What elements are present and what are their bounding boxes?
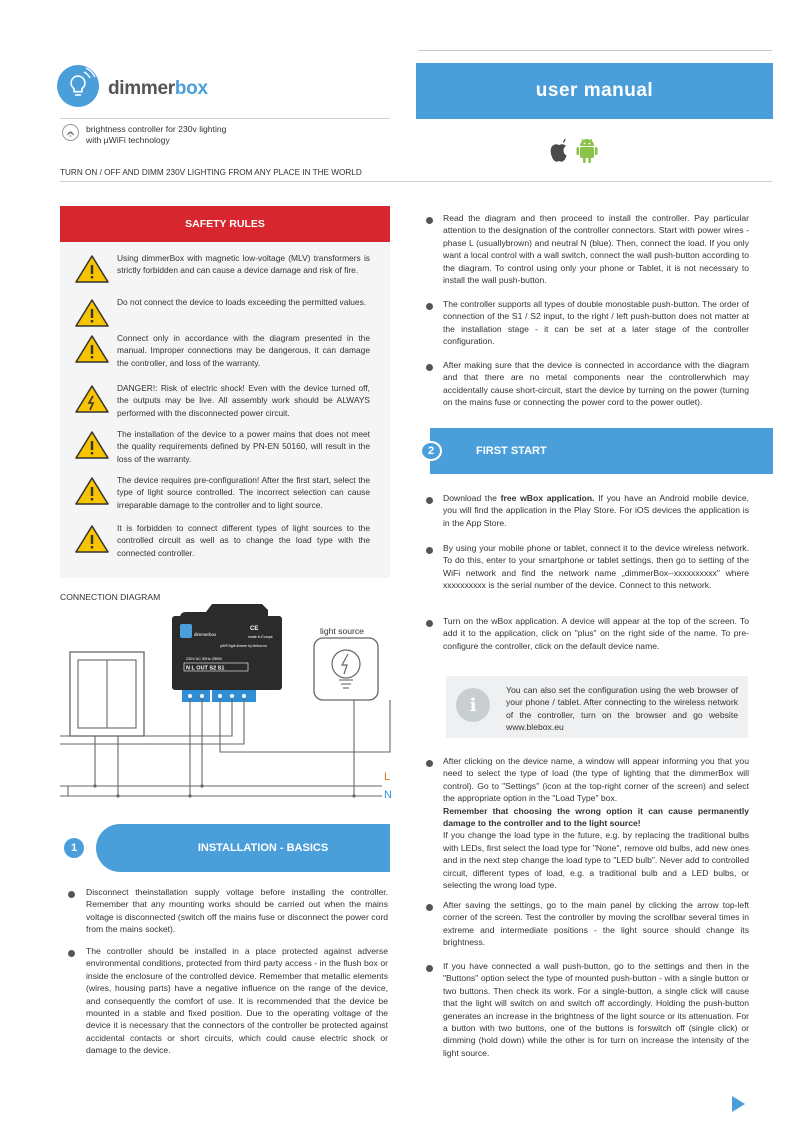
first-start-item-6: If you have connected a wall push-button, go to the settings and then in the "Buttons" option select the type of mounted push-button - with a single button or two buttons. Then check its work. For a single-button, a single click will cause that the light will switch on and switch off accordingly. Holding the push-button generates an increase in the brightness of the light source or its attenuation. For a button with two buttons, one of the buttons is forswitch off (single click) or dimming (hold down) while the other is for turn on increase the intensity of the light source. [443, 961, 749, 1058]
next-page-arrow-icon[interactable] [732, 1096, 745, 1112]
installation-number: 1 [70, 842, 78, 854]
manual-title-band [416, 63, 773, 119]
installation-header [60, 824, 390, 872]
dimmerbox-device [172, 604, 282, 702]
warning-icon [74, 524, 110, 554]
line-label: L [384, 771, 391, 783]
brand-suffix: box [174, 78, 208, 99]
tagline-line2: with µWiFi technology [86, 135, 170, 146]
bullet-icon [426, 547, 433, 554]
first-start-item-1-bold: free wBox application. [500, 493, 595, 503]
bullet-icon [426, 620, 433, 627]
bullet-icon [426, 965, 433, 972]
installation-number-badge [64, 838, 84, 858]
connection-diagram [60, 600, 400, 810]
brand-prefix: dimmer [108, 78, 175, 99]
right-item-1: Read the diagram and then proceed to install the controller. Pay particular attention to the designation of the controller connectors. Start with power wires - phase L (usuallybrown) and neutral N (blue). Then, connect the load. If you only want a local control with a wall switch, connect the wall push-button according to the diagram. To control using only your phone or Tablet, it is not necessary to install the wall push-button. [443, 213, 749, 286]
safety-title: SAFETY RULES [185, 218, 265, 230]
first-start-item-4 [443, 755, 749, 891]
installation-item-1: Disconnect theinstallation supply voltage before installing the controller. Remember that any mounting works should be carried out when the mains voltage is disconnected (switch off the mains fuse or disconnect the power cord from the mains socket). [86, 887, 388, 935]
first-start-item-1 [443, 492, 749, 529]
wall-switch [70, 652, 144, 736]
warning-icon [74, 254, 110, 284]
first-start-item-4-post: If you change the load type in the future, e.g. by replacing the traditional bulbs with LEDs, first select the load type for "None", remove old bulbs, add new ones and in the next step change the load type to "LED bulb". Never add to controlled circuit, different types of load, e.g. a traditional bulb and a LED bulbs, or selecting the wrong load type. [443, 830, 749, 891]
wifi-badge-icon [62, 124, 79, 141]
diagram-title: CONNECTION DIAGRAM [60, 592, 161, 602]
tagline [86, 124, 226, 147]
first-start-item-4-pre: After clicking on the device name, a window will appear informing you that you need to select the type of load (the type of lighting that the dimmerBox will control). Go to "Settings" (icon at the top-right corner of the screen) and select the appropriate option in the "Load Type" box. [443, 756, 749, 804]
first-start-item-4-bold: Remember that choosing the wrong option it can cause permanently damage to the controller and to the light source! [443, 805, 749, 829]
manual-title: user manual [535, 80, 654, 101]
first-start-item-1-post: If you have an Android mobile device, you will find the application in the Play Store. For iOS devices the application is in the App Store. [443, 493, 750, 528]
safety-rule-2: Do not connect the device to loads exceeding the permitted values. [117, 297, 367, 307]
bullet-icon [68, 891, 75, 898]
light-source-label: light source [320, 626, 364, 636]
android-icon [576, 136, 598, 164]
light-source [314, 638, 378, 700]
diagram-device-rating: 230V AC 50Hz 250W [186, 657, 222, 661]
first-start-item-1-pre: Download the [443, 493, 501, 503]
bullet-icon [68, 950, 75, 957]
info-box [446, 676, 748, 738]
apple-icon [548, 138, 570, 164]
first-start-title: FIRST START [476, 445, 547, 457]
bullet-icon [426, 364, 433, 371]
first-start-header [418, 428, 773, 474]
first-start-band [427, 428, 773, 474]
diagram-device-name: dimmerbox [194, 632, 217, 637]
first-start-number: 2 [427, 445, 435, 457]
safety-rule-5: The installation of the device to a power mains that does not meet the quality requirements defined by PN-EN 50160, will result in the loss of the warranty. [117, 429, 370, 464]
first-start-item-3: Turn on the wBox application. A device will appear at the top of the screen. To add it to the application, click on "plus" on the right side of the name. To pre-configure the controller, click on the default device name. [443, 616, 749, 651]
first-start-item-2: By using your mobile phone or tablet, connect it to the device wireless network. To do this, enter to your smartphone or tablet settings, then go to setting of the WiFi network and find the network name „dimmerBox--xxxxxxxxxx" where xxxxxxxxxx is the serial number of the device. Connect to this network. [443, 543, 749, 591]
neutral-label: N [384, 789, 392, 801]
diagram-device-sub: µWiFi light dimmer by blebox.eu [220, 644, 267, 648]
bulb-logo-icon [56, 64, 100, 108]
diagram-made-in: made in Europe [248, 635, 273, 639]
first-start-item-5: After saving the settings, go to the main panel by clicking the arrow top-left corner of the screen. Test the controller by moving the scrollbar several times in extreme and intermediate positions - the light source should change its brightness. [443, 900, 749, 948]
safety-rule-4: DANGER!: Risk of electric shock! Even with the device turned off, the outputs may be live. All assembly work should be ALWAYS performed with the disconnected power circuit. [117, 383, 370, 418]
brand-name [108, 78, 208, 100]
right-item-3: After making sure that the device is connected in accordance with the diagram and that there are no metal components near the controllerwhich may accidentally cause short-circuit, start the device by turning on the power (turning on the mains fuse or connecting the power cord to the power outlet). [443, 360, 749, 408]
tagline-line1: brightness controller for 230v lighting [86, 124, 227, 134]
right-item-2: The controller supports all types of double monostable push-button. The order of connection of the S1 / S2 input, to the right / left push-button does not matter at the installation stage - it can be set at a later stage of the controller configuration. [443, 299, 749, 347]
safety-rule-6: The device requires pre-configuration! After the first start, select the type of light source controlled. The incorrect selection can cause irreparable damage to the controller and to light source. [117, 475, 370, 510]
diagram-ce-mark: CE [250, 626, 259, 632]
safety-rule-7: It is forbidden to connect different types of light sources to the controlled circuit as well as to change the load type with the connected controller. [117, 523, 370, 558]
electric-hazard-icon [74, 384, 110, 414]
info-text: You can also set the configuration using the web browser of your phone / tablet. After connecting to the wireless network of the controller, turn on the browser and go website www.blebox.eu [506, 685, 738, 733]
warning-icon [74, 298, 110, 328]
warning-icon [74, 334, 110, 364]
diagram-terminals: N L OUT S2 S1 [186, 665, 225, 672]
bullet-icon [426, 497, 433, 504]
top-divider [418, 50, 772, 51]
installation-band [96, 824, 390, 872]
warning-icon [74, 476, 110, 506]
safety-rule-3: Connect only in accordance with the diagram presented in the manual. Improper connections may be dangerous, it can damage the controller, and loss of the warranty. [117, 333, 370, 368]
bullet-icon [426, 217, 433, 224]
bullet-icon [426, 303, 433, 310]
headline-divider [60, 181, 772, 182]
warning-icon [74, 430, 110, 460]
bullet-icon [426, 904, 433, 911]
installation-item-2: The controller should be installed in a place protected against adverse environmental conditions, protected from third party access - in the flush box or inside the enclosure of the controlled device. Remember that metallic elements (wires, housing parts) have a negative influence on the range of the device, and consequently the comfort of use. It is recommended that the device be mounted in a stable and fixed position. Due to the operating voltage of the device it is necessary that the connectors of the controller be protected against accidental contacts or short circuits, which could cause electric shock or damage to the device. [86, 946, 388, 1056]
brand-logo [56, 64, 100, 108]
safety-rule-1: Using dimmerBox with magnetic low-voltage (MLV) transformers is strictly forbidden and can cause a device damage and risk of fire. [117, 253, 370, 276]
first-start-number-badge [420, 441, 442, 461]
bullet-icon [426, 760, 433, 767]
header-divider [60, 118, 390, 119]
safety-header [60, 206, 390, 242]
installation-title: INSTALLATION - BASICS [197, 842, 329, 854]
info-icon: i [456, 688, 490, 722]
headline: TURN ON / OFF AND DIMM 230V LIGHTING FROM ANY PLACE IN THE WORLD [60, 168, 362, 177]
